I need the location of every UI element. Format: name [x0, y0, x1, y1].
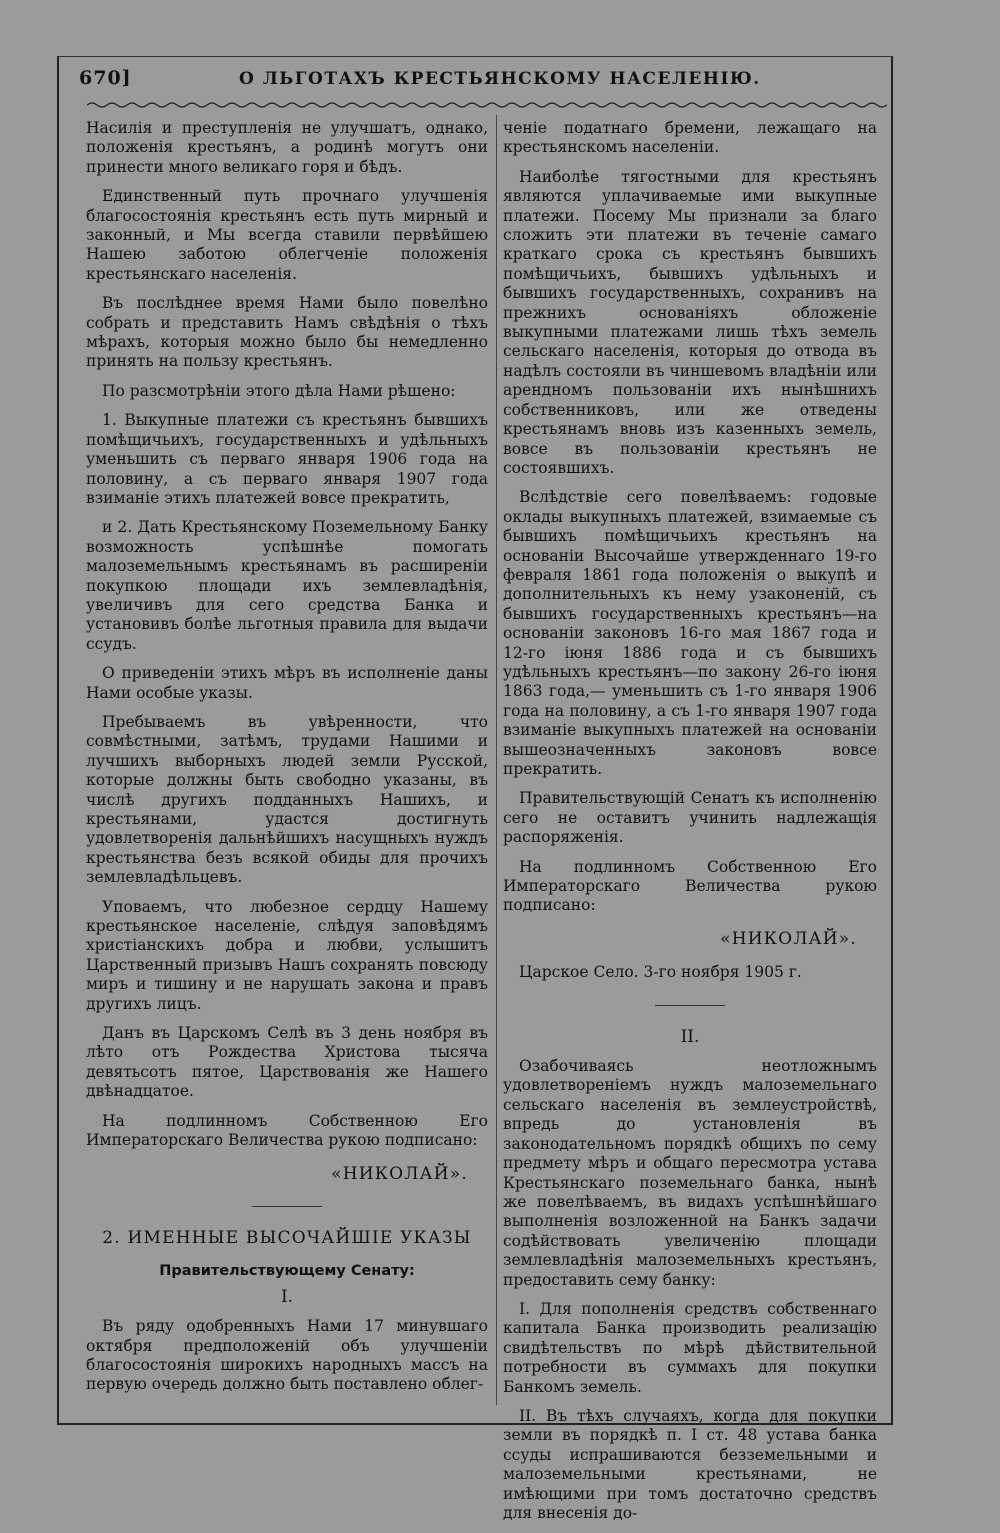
paragraph: Правительствующій Сенатъ къ исполненію сего не оставитъ учинить надлежащія распоряженія.: [503, 789, 877, 847]
paragraph: Озабочиваясь неотложнымъ удовлетвореніемъ нуждъ малоземельнаго сельскаго населенія въ землеустройствѣ, впредь до установленія въ законодательномъ порядкѣ общихъ по сему предмету мѣръ и общаго пересмотра устава Крестьянскаго поземельнаго банка, нынѣ же повелѣваемъ, въ видахъ успѣшнѣйшаго выполненія возложенной на Банкъ задачи содѣйствовать увеличенію площади землевладѣнія малоземельныхъ крестьянъ, предоставить сему банку:: [503, 1057, 877, 1289]
paragraph: II. Въ тѣхъ случаяхъ, когда для покупки земли въ порядкѣ п. I ст. 48 устава банка ссуды испрашиваются безземельными и малоземельными крестьянами, не имѣющими при томъ достаточно средствъ для внесенія до-: [503, 1406, 877, 1522]
paragraph: По разсмотрѣніи этого дѣла Нами рѣшено:: [102, 381, 456, 400]
roman-numeral: II.: [680, 1026, 700, 1047]
paragraph: 1. Выкупные платежи съ крестьянъ бывшихъ помѣщичьихъ, государственныхъ и удѣльныхъ уменьшить съ перваго января 1906 года на половину, а съ перваго января 1907 года взиманіе этихъ платежей вовсе прекратить,: [86, 411, 488, 507]
signature: «НИКОЛАЙ».: [331, 1163, 468, 1184]
paragraph: Единственный путь прочнаго улучшенія благосостоянія крестьянъ есть путь мирный и законный, и Мы всегда ставили первѣйшею Нашею заботою облегченіе положенія крестьянскаго населенія.: [86, 187, 488, 283]
paragraph: На подлинномъ Собственною Его Императорскаго Величества рукою подписано:: [86, 1111, 488, 1150]
section-title: 2. ИМЕННЫЕ ВЫСОЧАЙШІЕ УКАЗЫ: [102, 1227, 472, 1248]
left-column: [86, 119, 488, 1405]
place-date: Царское Село. 3-го ноября 1905 г.: [519, 963, 802, 982]
paragraph: О приведеніи этихъ мѣръ въ исполненіе даны Нами особые указы.: [86, 664, 488, 702]
paragraph: Наиболѣе тягостными для крестьянъ являются уплачиваемые ими выкупные платежи. Посему Мы признали за благо сложить эти платежи въ теченіе самаго краткаго срока съ крестьянъ бывшихъ помѣщичьихъ, бывшихъ удѣльныхъ и бывшихъ государственныхъ, сохранивъ на прежнихъ основаніяхъ обложеніе выкупными платежами лишь тѣхъ земель сельскаго населенія, которыя до отвода въ надѣлъ состояли въ чиншевомъ владѣніи или арендномъ пользованіи ихъ нынѣшнихъ собственниковъ, или же отведены крестьянамъ вновь изъ казенныхъ земель, вовсе въ пользованіи крестьянъ не состоявшихъ.: [503, 167, 877, 477]
page-number: 670]: [79, 67, 132, 89]
paragraph: На подлинномъ Собственною Его Императорскаго Величества рукою подписано:: [503, 857, 877, 915]
section-rule: [252, 1206, 322, 1207]
paragraph: Пребываемъ въ увѣренности, что совмѣстными, затѣмъ, трудами Нашими и лучшихъ выборныхъ людей земли Русской, которые должны быть свободно указаны, въ числѣ другихъ подданныхъ Нашихъ, и крестьянами, удастся достигнуть удовлетворенія дальнѣйшихъ насущныхъ нуждъ крестьянства безъ всякой обиды для прочихъ землевладѣльцевъ.: [86, 712, 488, 887]
document-page: [57, 56, 893, 1522]
paragraph: ченіе податнаго бремени, лежащаго на крестьянскомъ населеніи.: [503, 119, 877, 157]
section-rule: [655, 1005, 725, 1006]
paragraph: и 2. Дать Крестьянскому Поземельному Банку возможность успѣшнѣе помогать малоземельнымъ крестьянамъ въ расширеніи покупкою площади ихъ землевладѣнія, увеличивъ для сего средства Банка и установивъ болѣе льготныя правила для выдачи ссудъ.: [86, 518, 488, 653]
right-column: [503, 119, 877, 1533]
paragraph: I. Для пополненія средствъ собственнаго капитала Банка производить реализацію свидѣтельствъ по мѣрѣ дѣйствительной потребности въ суммахъ для покупки Банкомъ земель.: [503, 1299, 877, 1396]
addressee: Правительствующему Сенату:: [159, 1263, 415, 1280]
paragraph: Въ ряду одобренныхъ Нами 17 минувшаго октября предположеній объ улучшеніи благосостоянія широкихъ народныхъ массъ на первую очередь должно быть поставлено облег-: [86, 1317, 488, 1394]
paragraph: Вслѣдствіе сего повелѣваемъ: годовые оклады выкупныхъ платежей, взимаемые съ бывшихъ помѣщичьихъ крестьянъ на основаніи Высочайше утвержденнаго 19-го февраля 1861 года положенія о выкупѣ и дополнительныхъ къ нему узаконеній, съ бывшихъ государственныхъ крестьянъ—на основаніи законовъ 16-го мая 1867 года и 12-го іюня 1886 года и съ бывшихъ удѣльныхъ крестьянъ—по закону 26-го іюня 1863 года,— уменьшить съ 1-го января 1906 года на половину, а съ 1-го января 1907 года взиманіе выкупныхъ платежей на основаніи вышеозначенныхъ законовъ вовсе прекратить.: [503, 488, 877, 778]
wavy-rule: [87, 101, 887, 109]
column-divider: [496, 115, 497, 1405]
paragraph: Данъ въ Царскомъ Селѣ въ 3 день ноября въ лѣто отъ Рождества Христова тысяча девятьсотъ пятое, Царствованія же Нашего двѣнадцатое.: [86, 1024, 488, 1101]
paragraph: Насилія и преступленія не улучшатъ, однако, положенія крестьянъ, а родинѣ могутъ они принести много великаго горя и бѣдъ.: [86, 119, 488, 176]
paragraph: Уповаемъ, что любезное сердцу Нашему крестьянское населеніе, слѣдуя заповѣдямъ христіанскихъ добра и любви, услышитъ Царственный призывъ Нашъ сохранять повсюду миръ и тишину и не нарушать закона и правъ другихъ лицъ.: [86, 897, 488, 1013]
running-title: О ЛЬГОТАХЪ КРЕСТЬЯНСКОМУ НАСЕЛЕНІЮ.: [239, 69, 761, 89]
signature: «НИКОЛАЙ».: [720, 928, 857, 949]
paragraph: Въ послѣднее время Нами было повелѣно собрать и представить Намъ свѣдѣнія о тѣхъ мѣрахъ, которыя можно было бы немедленно принять на пользу крестьянъ.: [86, 294, 488, 371]
roman-numeral: I.: [280, 1286, 294, 1307]
